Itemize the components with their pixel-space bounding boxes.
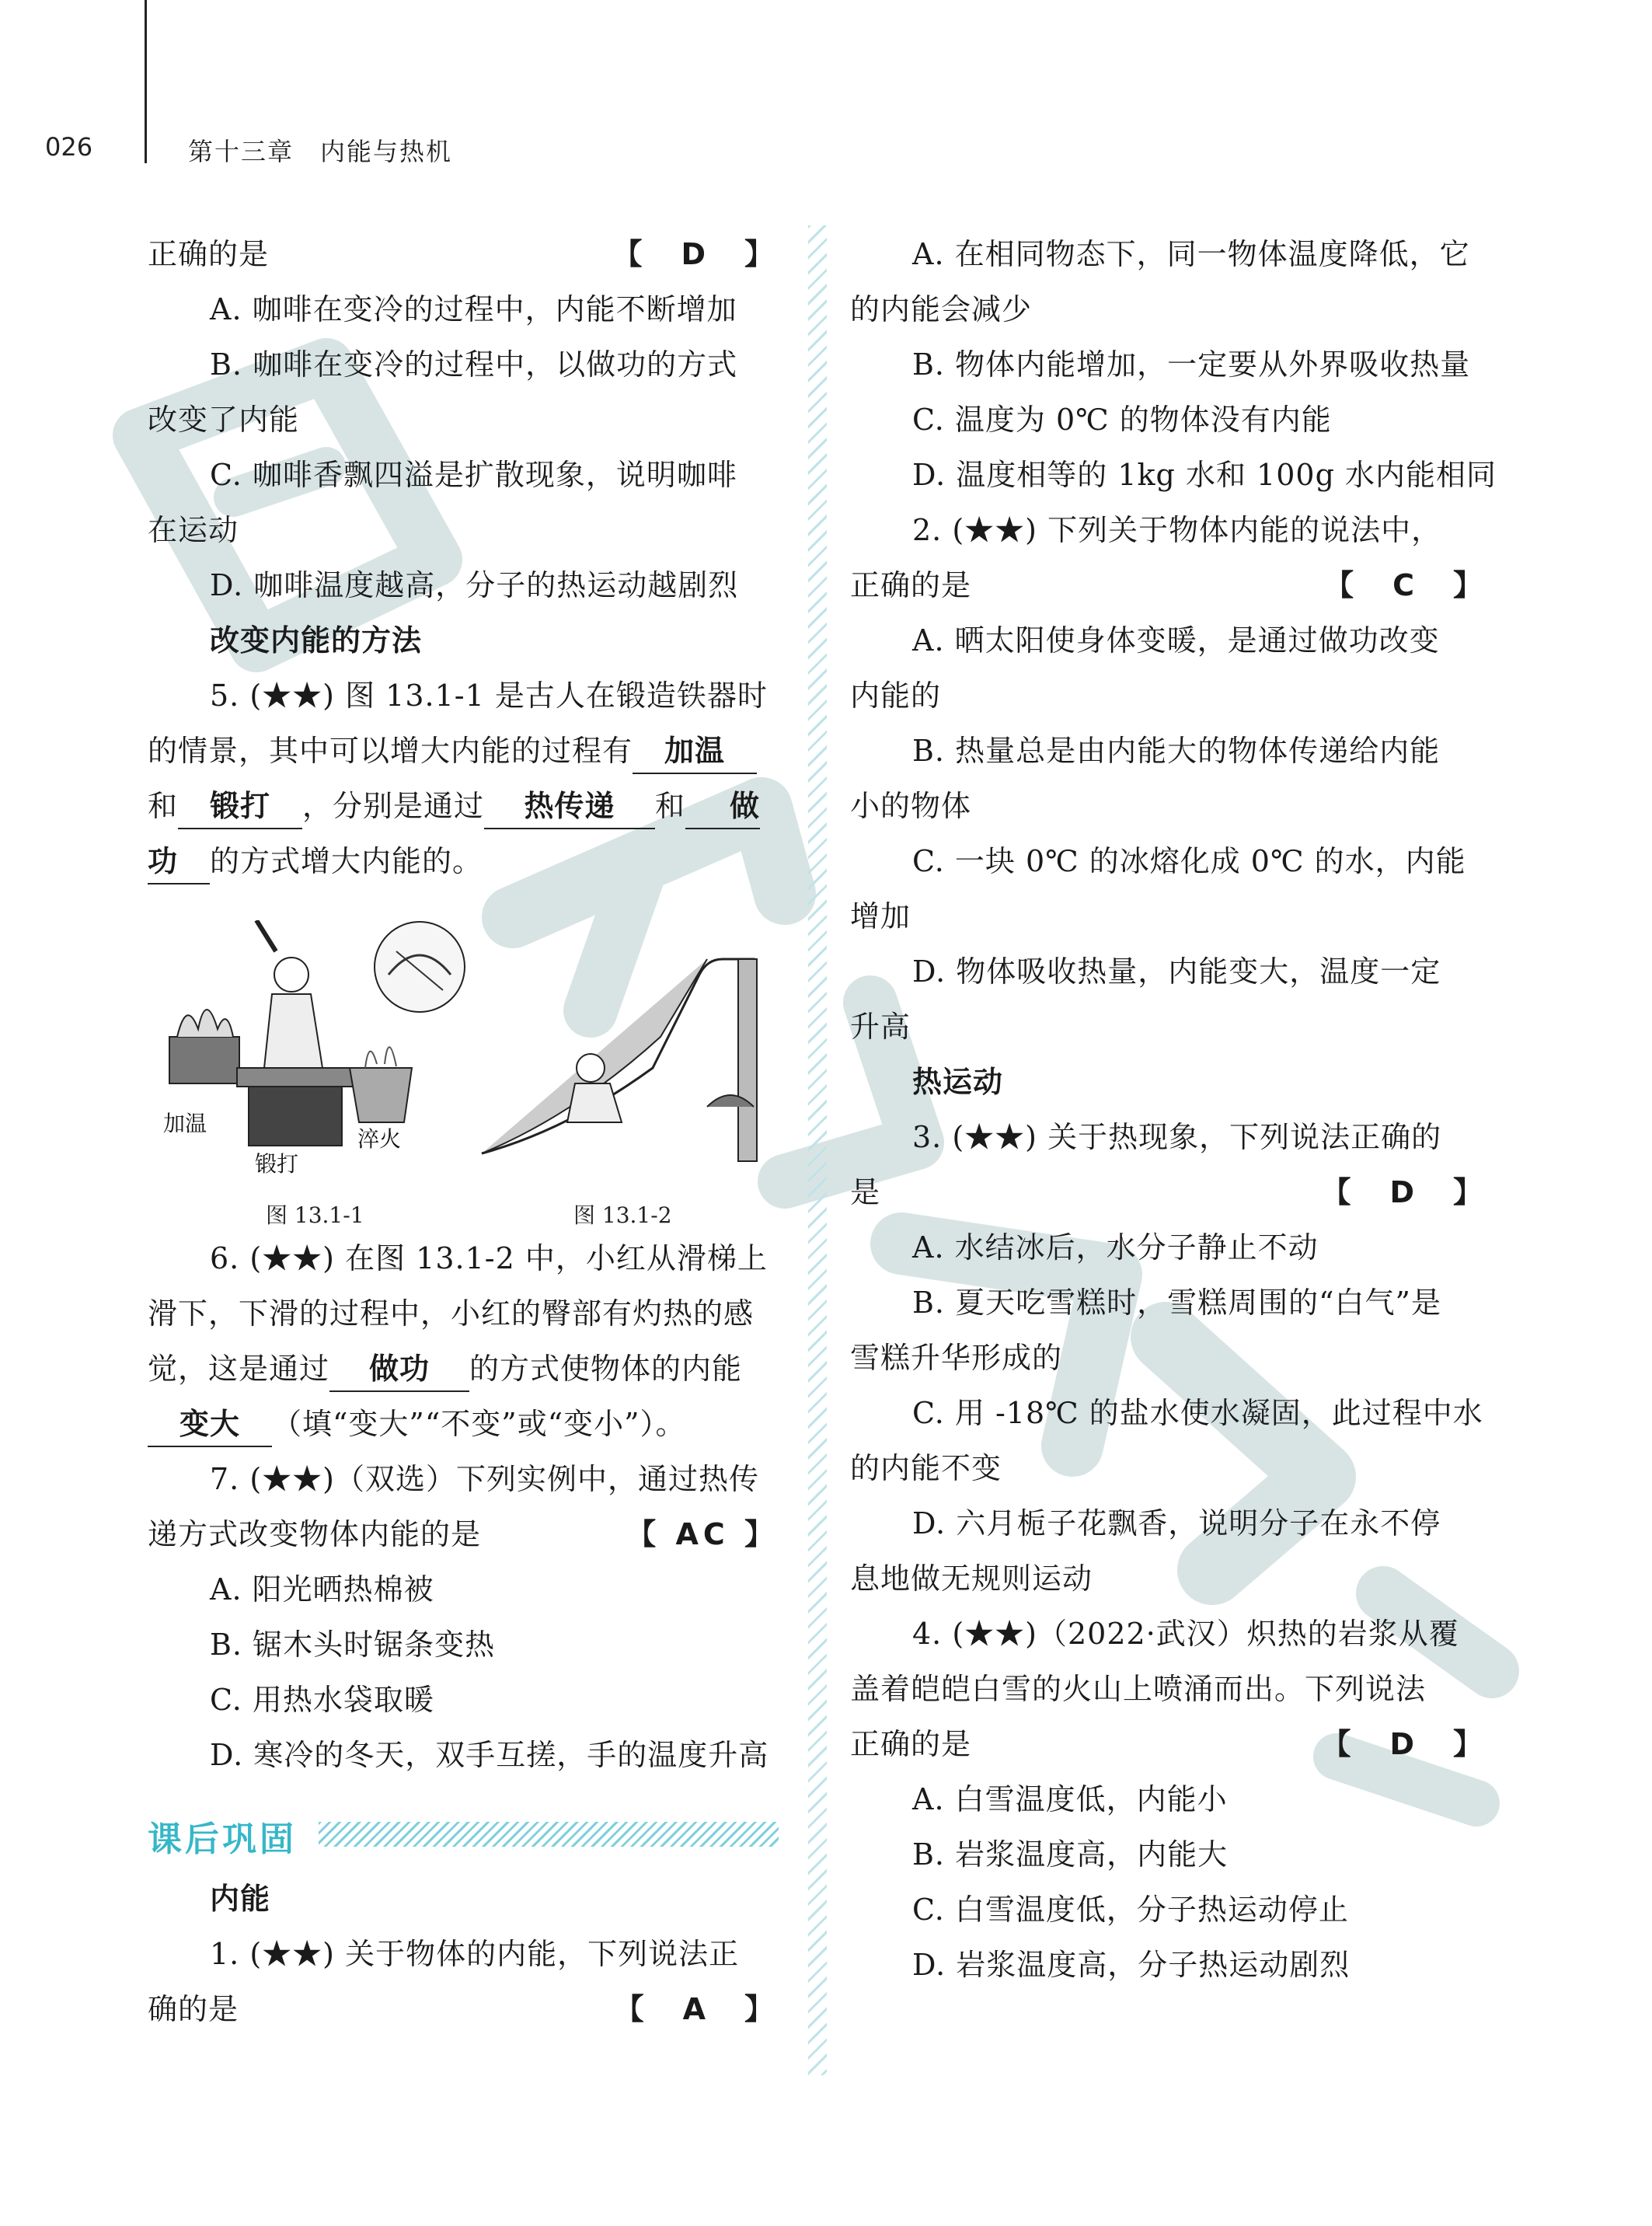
left-column xyxy=(148,227,779,2037)
q1-option-b: B. 物体内能增加，一定要从外界吸收热量 xyxy=(912,347,1471,382)
q6-line1: 6. (★★) 在图 13.1-2 中，小红从滑梯上 xyxy=(210,1241,768,1275)
q7-option-b: B. 锯木头时锯条变热 xyxy=(210,1628,496,1662)
q7-option-d: D. 寒冷的冬天，双手互搓，手的温度升高 xyxy=(210,1738,769,1772)
blank-answer: 加温 xyxy=(633,729,757,774)
q3-option-a: A. 水结冰后，水分子静止不动 xyxy=(912,1230,1319,1265)
blank-answer: 功 xyxy=(148,839,210,884)
q3-line1: 3. (★★) 关于热现象，下列说法正确的 xyxy=(912,1120,1442,1154)
option-b-cont: 改变了内能 xyxy=(148,403,300,437)
label-quench: 淬火 xyxy=(357,1126,402,1152)
q3-option-b: B. 夏天吃雪糕时，雪糕周围的“白气”是 xyxy=(912,1286,1441,1320)
figure-1-caption: 图 13.1-1 xyxy=(266,1202,364,1228)
q7-line1: 7. (★★)（双选）下列实例中，通过热传 xyxy=(210,1462,759,1496)
q2-line1: 2. (★★) 下列关于物体内能的说法中， xyxy=(912,513,1442,547)
q7-text: 递方式改变物体内能的是 xyxy=(148,1517,482,1551)
q1-option-d: D. 温度相等的 1kg 水和 100g 水内能相同 xyxy=(912,458,1497,492)
q3-option-c-cont: 的内能不变 xyxy=(850,1451,1002,1485)
figure-row xyxy=(148,889,779,1231)
blank-answer: 变大 xyxy=(148,1402,272,1447)
option-c-cont: 在运动 xyxy=(148,513,239,547)
q4-option-b: B. 岩浆温度高，内能大 xyxy=(912,1837,1229,1872)
q6-line2: 滑下，下滑的过程中，小红的臀部有灼热的感 xyxy=(148,1296,755,1331)
q4-line2: 盖着皑皑白雪的火山上喷涌而出。下列说法 xyxy=(850,1672,1427,1706)
slide-illustration xyxy=(474,928,777,1177)
q5-line3 xyxy=(148,779,779,834)
q3-option-b-cont: 雪糕升华形成的 xyxy=(850,1341,1063,1375)
column-divider xyxy=(808,225,827,2075)
q3-text: 是 xyxy=(850,1175,881,1209)
q3-option-d-cont: 息地做无规则运动 xyxy=(850,1561,1093,1596)
blank-answer: 锻打 xyxy=(178,784,302,829)
q6-text: 觉，这是通过 xyxy=(148,1352,330,1386)
label-heat: 加温 xyxy=(163,1111,207,1136)
q2-text: 正确的是 xyxy=(850,568,972,602)
q4-option-c: C. 白雪温度低，分子热运动停止 xyxy=(912,1893,1349,1927)
q2-option-c-cont: 增加 xyxy=(850,899,911,933)
q1-option-a-cont: 的内能会减少 xyxy=(850,292,1033,326)
q2-option-d-cont: 升高 xyxy=(850,1010,911,1044)
q5-text: 和 xyxy=(655,789,686,823)
q6-text: 的方式使物体的内能 xyxy=(469,1352,743,1386)
subheading-method: 改变内能的方法 xyxy=(210,623,423,658)
right-column xyxy=(850,227,1497,1993)
subheading-neineng: 内能 xyxy=(210,1882,271,1916)
q4-option-d: D. 岩浆温度高，分子热运动剧烈 xyxy=(912,1948,1351,1982)
answer-bracket: 【 AC 】 xyxy=(626,1517,779,1551)
q2-option-c: C. 一块 0℃ 的冰熔化成 0℃ 的水，内能 xyxy=(912,844,1466,878)
q5-text: ，分别是通过 xyxy=(302,789,485,823)
q5-line4 xyxy=(148,834,779,889)
blank-answer: 做 xyxy=(685,784,760,829)
q1-line1: 1. (★★) 关于物体的内能，下列说法正 xyxy=(210,1937,740,1971)
q7-option-a: A. 阳光晒热棉被 xyxy=(210,1572,434,1607)
q3-option-d: D. 六月栀子花飘香，说明分子在永不停 xyxy=(912,1506,1441,1540)
blank-answer: 做功 xyxy=(329,1347,469,1392)
option-b: B. 咖啡在变冷的过程中，以做功的方式 xyxy=(210,347,738,382)
q6-text: （填“变大”“不变”或“变小”）。 xyxy=(272,1407,686,1441)
q4-line3 xyxy=(850,1717,1487,1772)
q2-option-b: B. 热量总是由内能大的物体传递给内能 xyxy=(912,734,1441,768)
option-a: A. 咖啡在变冷的过程中，内能不断增加 xyxy=(210,292,737,326)
chapter-title: 第十三章 内能与热机 xyxy=(188,137,453,166)
q7-option-c: C. 用热水袋取暖 xyxy=(210,1683,434,1717)
answer-bracket: 【 D 】 xyxy=(1321,1175,1487,1209)
q2-option-d: D. 物体吸收热量，内能变大，温度一定 xyxy=(912,954,1441,989)
q6-line3 xyxy=(148,1342,779,1397)
q5-text: 的情景，其中可以增大内能的过程有 xyxy=(148,734,633,768)
q1-text: 确的是 xyxy=(148,1992,239,2026)
q1-option-a: A. 在相同物态下，同一物体温度降低，它 xyxy=(912,237,1470,271)
answer-bracket: 【 A 】 xyxy=(614,1992,779,2026)
q1-option-c: C. 温度为 0℃ 的物体没有内能 xyxy=(912,403,1332,437)
q2-option-a-cont: 内能的 xyxy=(850,679,942,713)
option-d: D. 咖啡温度越高，分子的热运动越剧烈 xyxy=(210,568,739,602)
q2-line2 xyxy=(850,558,1487,613)
section-title: 课后巩固 xyxy=(148,1820,297,1859)
answer-bracket: 【 D 】 xyxy=(1321,1727,1487,1761)
question-tail xyxy=(148,227,779,282)
subheading-thermal: 热运动 xyxy=(912,1065,1004,1099)
q5-text: 的方式增大内能的。 xyxy=(210,844,483,878)
answer-bracket: 【 C 】 xyxy=(1324,568,1487,602)
section-banner xyxy=(148,1805,779,1867)
question-tail-text: 正确的是 xyxy=(148,237,270,271)
q4-option-a: A. 白雪温度低，内能小 xyxy=(912,1782,1228,1816)
page-number: 026 xyxy=(45,132,93,162)
q2-option-b-cont: 小的物体 xyxy=(850,789,972,823)
q4-line1: 4. (★★)（2022·武汉）炽热的岩浆从覆 xyxy=(912,1617,1459,1651)
blank-answer: 热传递 xyxy=(484,784,655,829)
answer-bracket: 【 D 】 xyxy=(612,237,779,271)
q7-line2 xyxy=(148,1507,779,1562)
q5-text: 和 xyxy=(148,789,179,823)
figure-2-caption: 图 13.1-2 xyxy=(573,1202,672,1228)
q5-line1: 5. (★★) 图 13.1-1 是古人在锻造铁器时 xyxy=(210,679,768,713)
q6-line4 xyxy=(148,1397,779,1452)
header-rule xyxy=(145,0,147,163)
label-forge: 锻打 xyxy=(255,1151,299,1177)
q1-line2 xyxy=(148,1982,779,2037)
q3-line2 xyxy=(850,1165,1487,1220)
q4-text: 正确的是 xyxy=(850,1727,972,1761)
q3-option-c: C. 用 -18℃ 的盐水使水凝固，此过程中水 xyxy=(912,1396,1483,1430)
q5-line2 xyxy=(148,724,779,779)
q2-option-a: A. 晒太阳使身体变暖，是通过做功改变 xyxy=(912,623,1440,658)
option-c: C. 咖啡香飘四溢是扩散现象，说明咖啡 xyxy=(210,458,737,492)
banner-hatch xyxy=(319,1822,779,1847)
